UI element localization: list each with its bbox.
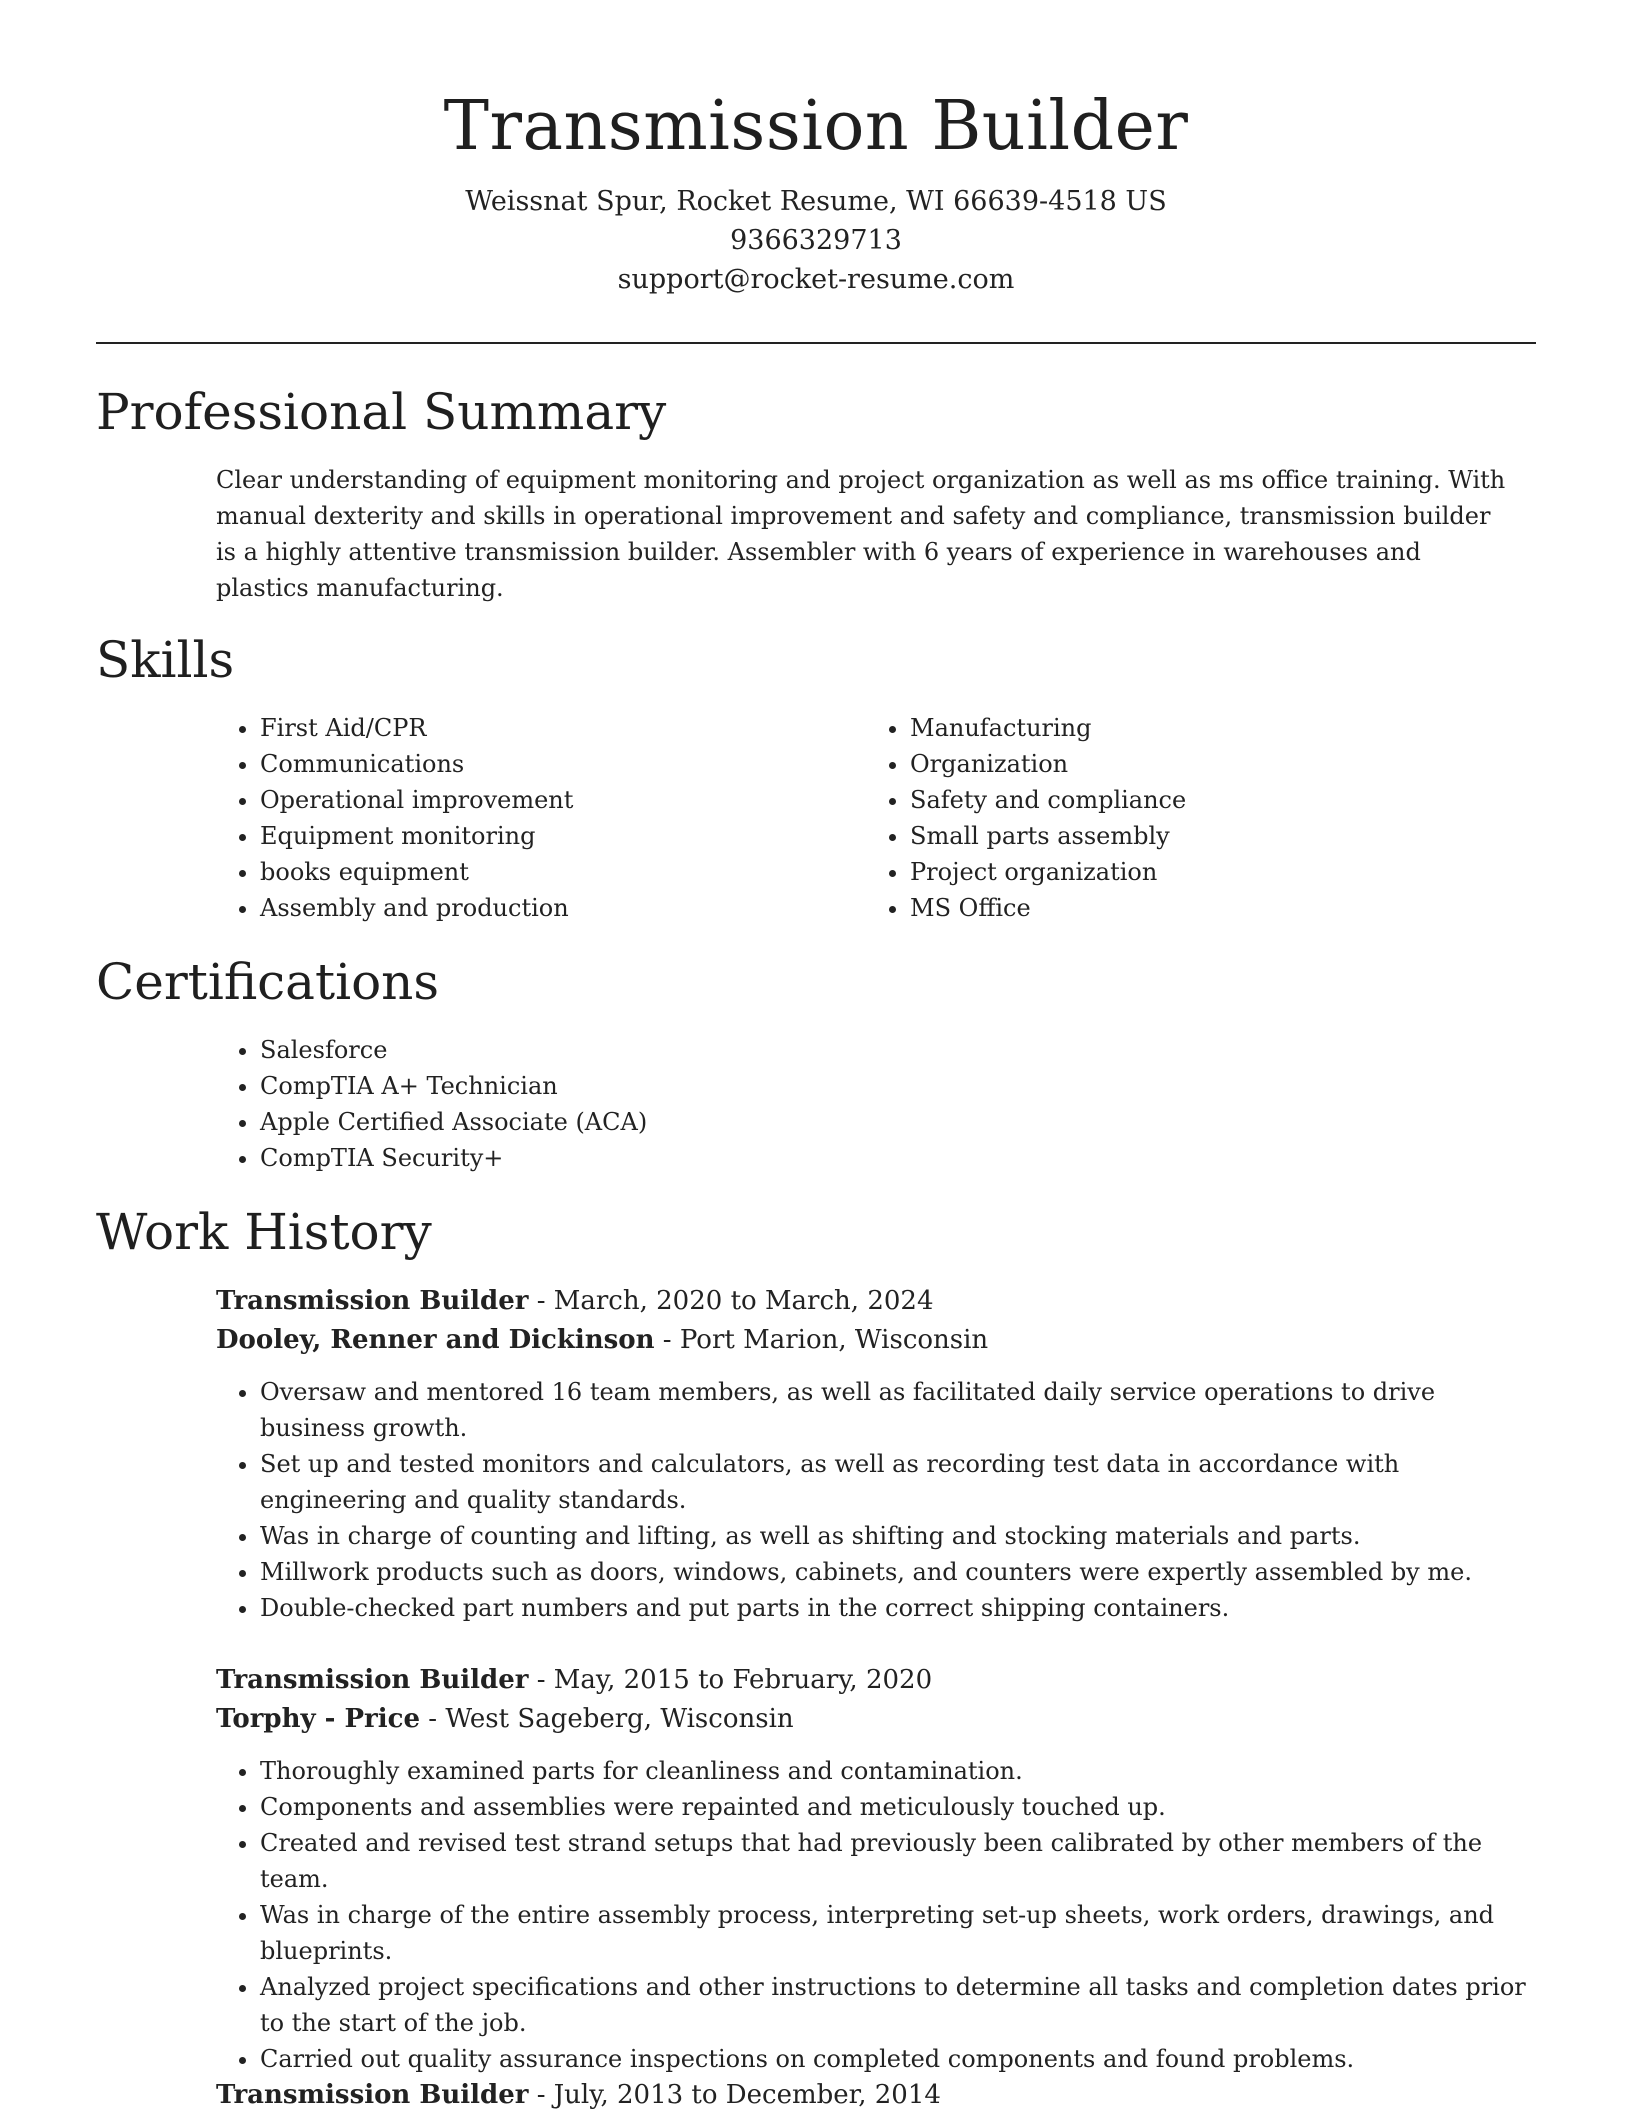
email-text: support@rocket-resume.com (617, 264, 1015, 295)
job-dates: - July, 2013 to December, 2014 (528, 2080, 941, 2110)
job-location: - Port Marion, Wisconsin (654, 1325, 989, 1355)
skill-item: • books equipment (260, 854, 816, 890)
job-duty: • Was in charge of the entire assembly process, interpreting set-up sheets, work orders, drawings, and blueprints. (260, 1897, 1536, 1969)
skill-item: • Equipment monitoring (260, 818, 816, 854)
job-duties-list (216, 1374, 1536, 1626)
job-entry (216, 1661, 1536, 2077)
section-title-certifications: Certifications (96, 953, 440, 1011)
skill-item: • MS Office (910, 890, 1466, 926)
job-duty: • Created and revised test strand setups that had previously been calibrated by other members of the team. (260, 1825, 1536, 1897)
job-company-line (216, 1700, 1536, 1739)
summary-text: Clear understanding of equipment monitoring and project organization as well as ms office training. With manual dexterity and skills in operational improvement and safety and compliance, transmission builder is a highly attentive transmission builder. Assembler with 6 years of experience in warehouses and plastics manufacturing. (216, 466, 1506, 602)
job-dates: - March, 2020 to March, 2024 (528, 1286, 934, 1316)
job-duty: • Analyzed project specifications and other instructions to determine all tasks and completion dates prior to the start of the job. (260, 1969, 1536, 2041)
skills-list-left (216, 710, 816, 926)
job-duty: • Components and assemblies were repainted and meticulously touched up. (260, 1789, 1536, 1825)
skill-item: • First Aid/CPR (260, 710, 816, 746)
job-company-line (216, 1321, 1536, 1360)
skill-item: • Assembly and production (260, 890, 816, 926)
job-location: - West Sageberg, Wisconsin (420, 1704, 794, 1734)
job-title: Transmission Builder (216, 1665, 529, 1695)
section-title-summary: Professional Summary (96, 383, 667, 441)
skill-item: • Project organization (910, 854, 1466, 890)
skills-column-right (866, 710, 1466, 926)
section-title-skills: Skills (96, 631, 235, 689)
job-title-line (216, 1661, 1536, 1700)
job-duty: • Oversaw and mentored 16 team members, as well as facilitated daily service operations to drive business growth. (260, 1374, 1536, 1446)
job-duty: • Set up and tested monitors and calculators, as well as recording test data in accordance with engineering and quality standards. (260, 1446, 1536, 1518)
job-duties-list (216, 1753, 1536, 2077)
skills-column-left (216, 710, 816, 926)
address-text: Weissnat Spur, Rocket Resume, WI 66639-4518 US (465, 186, 1167, 217)
phone-text: 9366329713 (730, 225, 902, 256)
job-duty: • Carried out quality assurance inspections on completed components and found problems. (260, 2041, 1536, 2077)
certification-item: • CompTIA A+ Technician (260, 1068, 1116, 1104)
candidate-name: Transmission Builder (443, 87, 1189, 166)
skill-item: • Safety and compliance (910, 782, 1466, 818)
job-company: Torphy - Price (216, 1704, 420, 1734)
certification-item: • Salesforce (260, 1032, 1116, 1068)
certification-item: • CompTIA Security+ (260, 1140, 1116, 1176)
job-title: Transmission Builder (216, 2080, 529, 2110)
contact-info (0, 182, 1632, 299)
skill-item: • Operational improvement (260, 782, 816, 818)
job-duty: • Thoroughly examined parts for cleanliness and contamination. (260, 1753, 1536, 1789)
job-duty: • Millwork products such as doors, windows, cabinets, and counters were expertly assembled by me. (260, 1554, 1536, 1590)
job-entry (216, 1282, 1536, 1626)
resume-header (0, 0, 1632, 299)
job-duty: • Was in charge of counting and lifting, as well as shifting and stocking materials and parts. (260, 1518, 1536, 1554)
skills-list-right (866, 710, 1466, 926)
certifications-list (216, 1032, 1116, 1176)
job-title: Transmission Builder (216, 1286, 529, 1316)
job-title-line (216, 2076, 1536, 2115)
header-divider (96, 342, 1536, 344)
job-title-line (216, 1282, 1536, 1321)
skill-item: • Organization (910, 746, 1466, 782)
skill-item: • Manufacturing (910, 710, 1466, 746)
skill-item: • Small parts assembly (910, 818, 1466, 854)
job-dates: - May, 2015 to February, 2020 (528, 1665, 933, 1695)
section-title-work-history: Work History (96, 1203, 432, 1261)
job-company: Dooley, Renner and Dickinson (216, 1325, 655, 1355)
certification-item: • Apple Certified Associate (ACA) (260, 1104, 1116, 1140)
skill-item: • Communications (260, 746, 816, 782)
job-entry (216, 2076, 1536, 2115)
job-duty: • Double-checked part numbers and put parts in the correct shipping containers. (260, 1590, 1536, 1626)
